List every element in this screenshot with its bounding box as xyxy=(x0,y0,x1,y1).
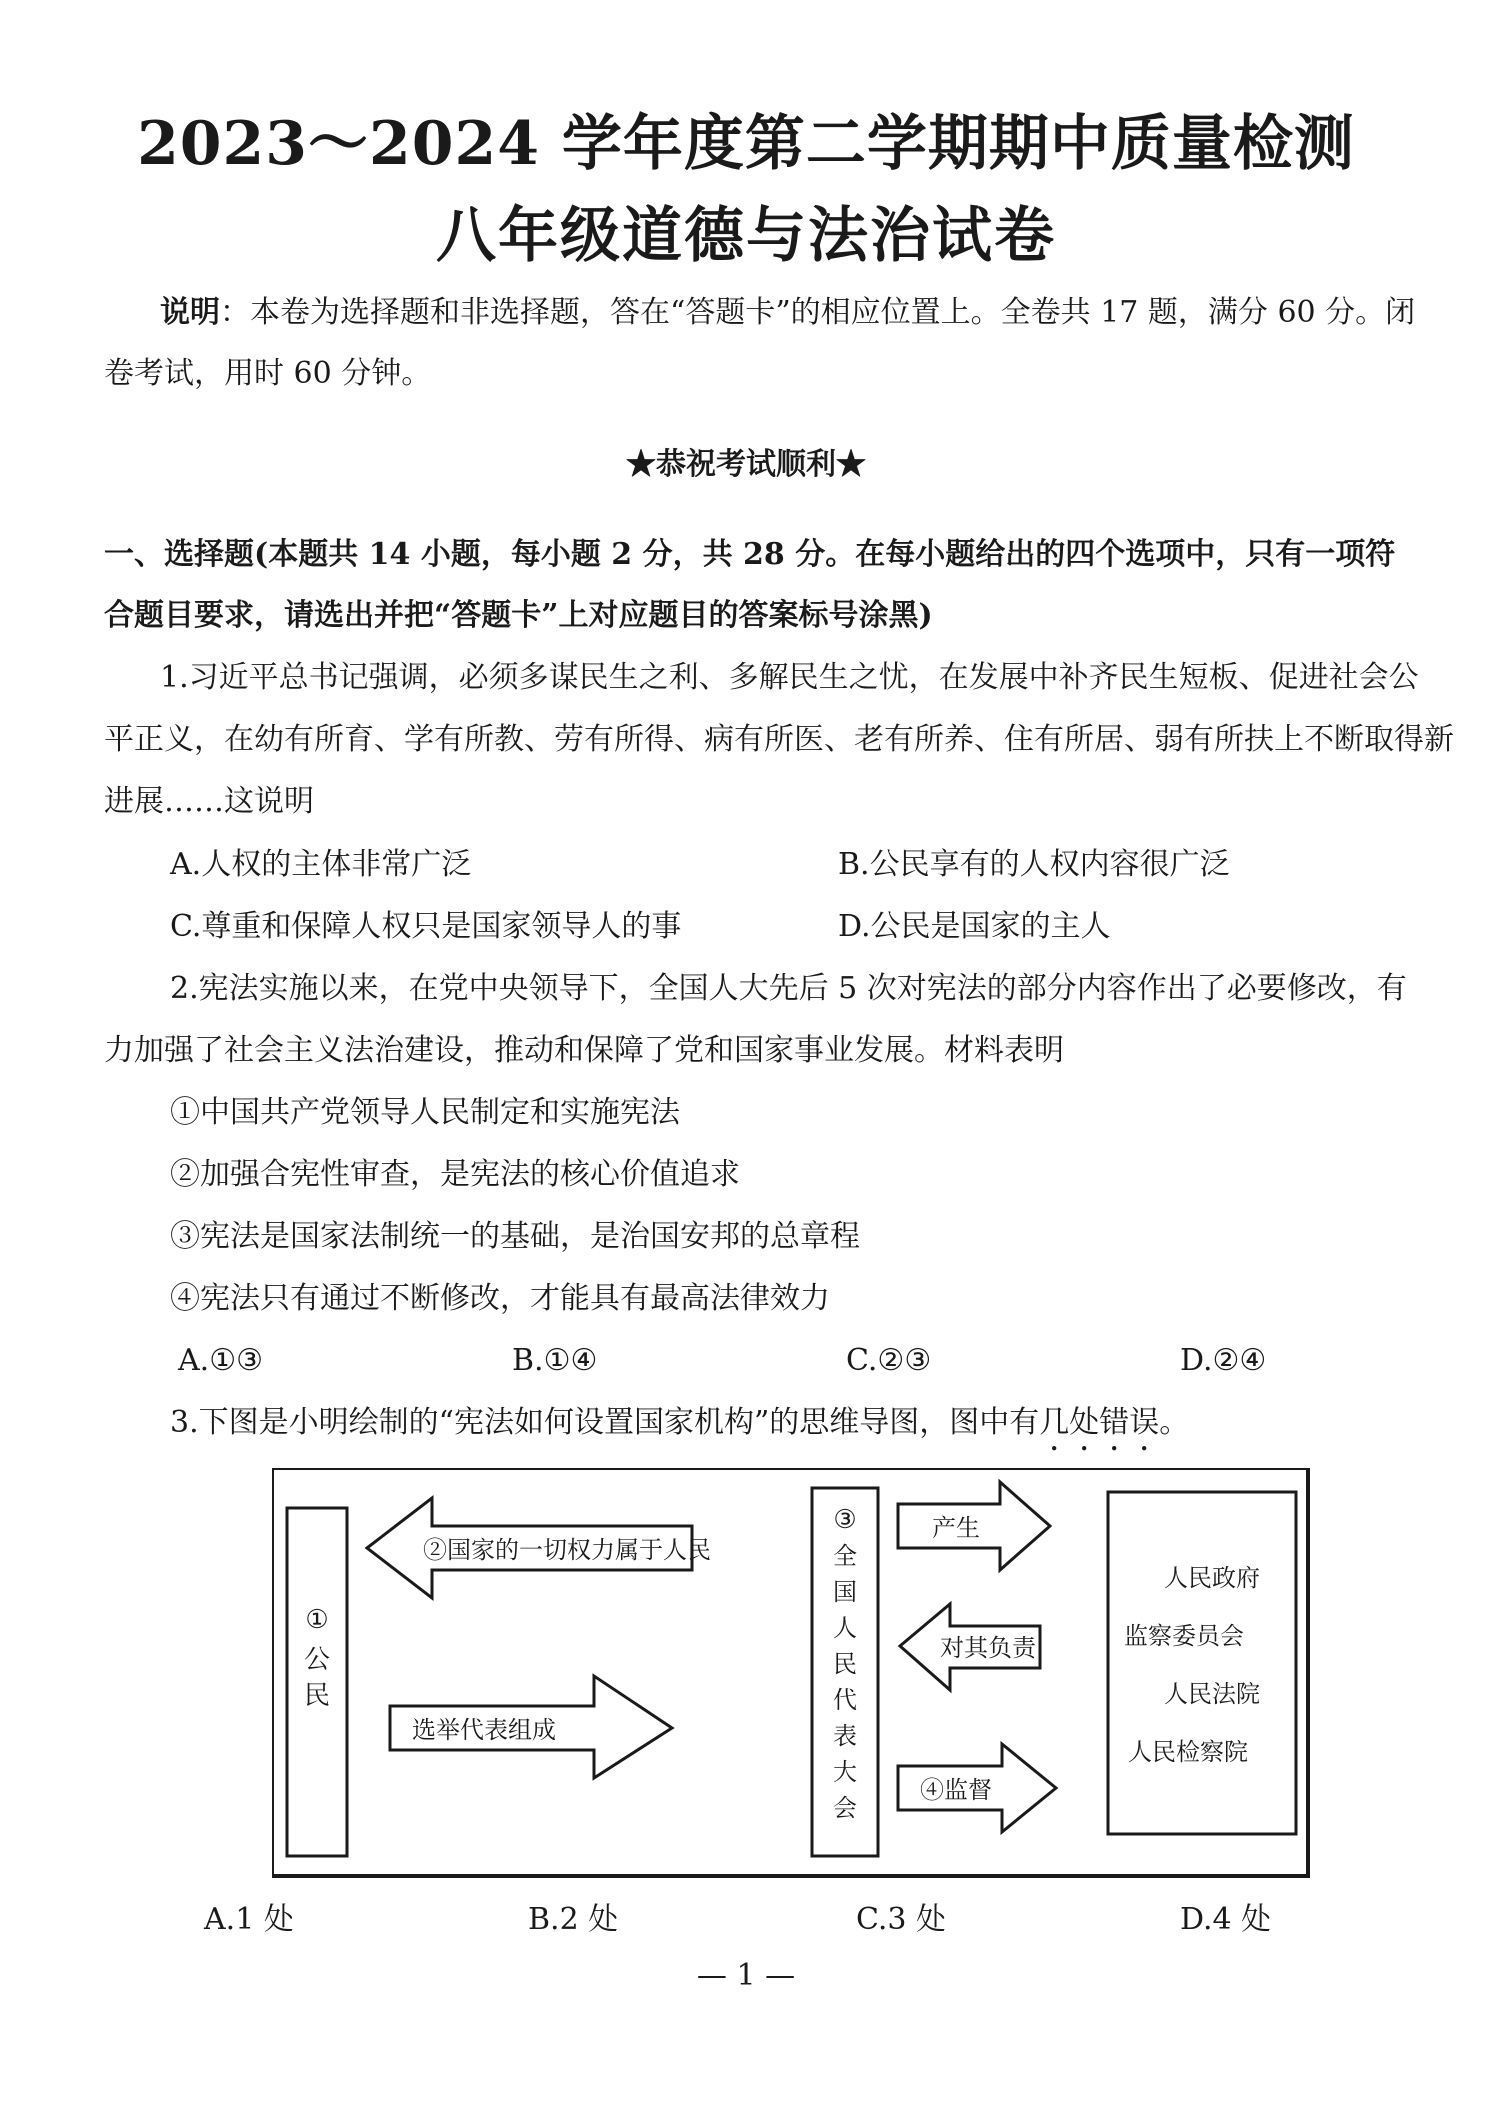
elect-arrow-label: 选举代表组成 xyxy=(412,1716,556,1744)
citizen-number: ① xyxy=(305,1605,329,1635)
good-luck-banner: ★恭祝考试顺利★ xyxy=(626,447,866,482)
supervise-arrow-label: ④监督 xyxy=(920,1776,992,1804)
q2-option-a: A.①③ xyxy=(178,1343,263,1378)
instructions-text: ：本卷为选择题和非选择题，答在“答题卡”的相应位置上。全卷共 17 题，满分 60 分。闭 xyxy=(220,295,1416,330)
q2-option-c: C.②③ xyxy=(846,1343,932,1378)
section1-heading-line1: 一、选择题(本题共 14 小题，每小题 2 分，共 28 分。在每小题给出的四个选项中，只有一项符 xyxy=(104,537,1396,572)
q1-option-c: C.尊重和保障人权只是国家领导人的事 xyxy=(170,909,682,944)
q3-option-c: C.3 处 xyxy=(856,1902,947,1937)
organ-supervisory-commission: 监察委员会 xyxy=(1124,1622,1244,1650)
q1-option-b: B.公民享有的人权内容很广泛 xyxy=(838,847,1230,882)
exam-title-line1: 2023～2024 学年度第二学期期中质量检测 xyxy=(137,109,1355,179)
q2-item-4: ④宪法只有通过不断修改，才能具有最高法律效力 xyxy=(170,1281,830,1316)
instructions-label: 说明 xyxy=(160,295,220,330)
q3-stem-after: 。 xyxy=(1159,1405,1190,1440)
q3-option-b: B.2 处 xyxy=(528,1902,619,1937)
state-organs-box xyxy=(1108,1492,1296,1834)
organ-government: 人民政府 xyxy=(1164,1564,1260,1592)
npc-label-7: 大 xyxy=(833,1758,857,1786)
q3-stem-before: 3.下图是小明绘制的“宪法如何设置国家机构”的思维导图，图中有 xyxy=(170,1405,1040,1440)
mind-map-frame xyxy=(272,1468,1308,1876)
q2-stem-line2: 力加强了社会主义法治建设，推动和保障了党和国家事业发展。材料表明 xyxy=(104,1033,1064,1068)
q3-option-a: A.1 处 xyxy=(204,1902,294,1937)
npc-label-3: 人 xyxy=(833,1614,857,1642)
npc-label-4: 民 xyxy=(833,1650,857,1678)
q1-option-a: A.人权的主体非常广泛 xyxy=(170,847,472,882)
q2-option-b: B.①④ xyxy=(512,1343,598,1378)
organ-procuratorate: 人民检察院 xyxy=(1128,1738,1248,1766)
npc-label-2: 国 xyxy=(833,1578,857,1606)
npc-number: ③ xyxy=(833,1505,857,1535)
npc-label-6: 表 xyxy=(833,1722,857,1750)
exam-title-line2: 八年级道德与法治试卷 xyxy=(436,201,1056,271)
citizen-label-1: 公 xyxy=(303,1645,331,1675)
npc-label-8: 会 xyxy=(833,1794,857,1822)
q1-stem-line1: 1.习近平总书记强调，必须多谋民生之利、多解民生之忧，在发展中补齐民生短板、促进社会公 xyxy=(160,660,1419,695)
section1-heading-line2: 合题目要求，请选出并把“答题卡”上对应题目的答案标号涂黑) xyxy=(104,598,933,633)
q2-item-2: ②加强合宪性审查，是宪法的核心价值追求 xyxy=(170,1157,740,1192)
q1-stem-line2: 平正义，在幼有所育、学有所教、劳有所得、病有所医、老有所养、住有所居、弱有所扶上不断取得新 xyxy=(104,722,1454,757)
npc-label-5: 代 xyxy=(833,1686,857,1714)
q2-item-3: ③宪法是国家法制统一的基础，是治国安邦的总章程 xyxy=(170,1219,860,1254)
instructions-line1 xyxy=(160,293,1415,333)
power-arrow-label: ②国家的一切权力属于人民 xyxy=(423,1536,711,1564)
page-number: — 1 — xyxy=(696,1958,796,1993)
q3-stem xyxy=(170,1403,1189,1458)
responsible-arrow-label: 对其负责 xyxy=(940,1634,1036,1662)
npc-label-1: 全 xyxy=(833,1542,857,1570)
produce-arrow-label: 产生 xyxy=(932,1514,980,1542)
state-organs-mind-map xyxy=(272,1468,1312,1888)
q2-stem-line1: 2.宪法实施以来，在党中央领导下，全国人大先后 5 次对宪法的部分内容作出了必要修改，有 xyxy=(170,971,1407,1006)
q1-option-d: D.公民是国家的主人 xyxy=(838,909,1111,944)
q1-stem-line3: 进展……这说明 xyxy=(104,784,314,819)
q3-option-d: D.4 处 xyxy=(1180,1902,1272,1937)
instructions-line2: 卷考试，用时 60 分钟。 xyxy=(104,356,432,391)
organ-court: 人民法院 xyxy=(1164,1680,1260,1708)
q2-item-1: ①中国共产党领导人民制定和实施宪法 xyxy=(170,1095,680,1130)
q2-option-d: D.②④ xyxy=(1180,1343,1267,1378)
q3-stem-emphasis: 几处错误 xyxy=(1039,1405,1160,1440)
citizen-label-2: 民 xyxy=(303,1681,331,1711)
